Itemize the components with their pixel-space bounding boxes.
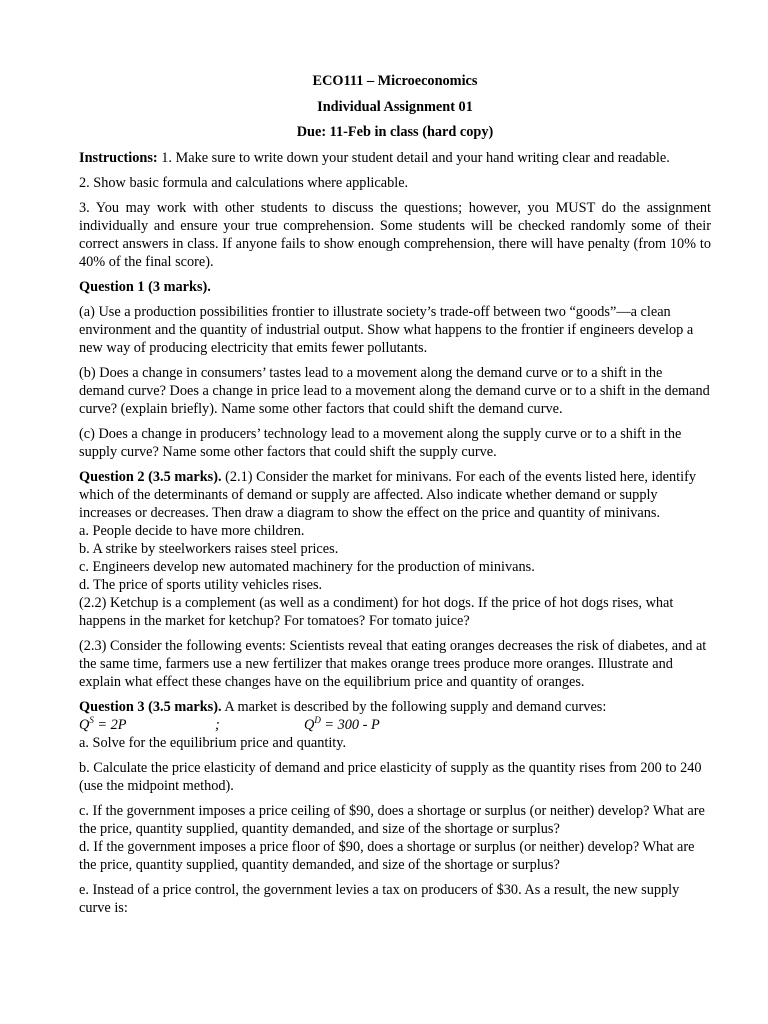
question-2-heading: Question 2 (3.5 marks). <box>79 468 222 485</box>
question-2-item-c: c. Engineers develop new automated machinery for the production of minivans. <box>79 558 535 575</box>
instructions-label: Instructions: <box>79 149 158 166</box>
question-3e: e. Instead of a price control, the government levies a tax on producers of $30. As a result, the new supply curve is: <box>79 881 680 916</box>
document-page <box>79 72 711 924</box>
question-2-2: (2.2) Ketchup is a complement (as well as a condiment) for hot dogs. If the price of hot dogs rises, what happens in the market for ketchup? For tomatoes? For tomato juice? <box>79 594 674 629</box>
equation-separator: ; <box>215 716 220 733</box>
instruction-1-text: 1. Make sure to write down your student detail and your hand writing clear and readable. <box>157 149 670 166</box>
question-3-block <box>79 698 711 752</box>
instruction-2: 2. Show basic formula and calculations where applicable. <box>79 174 409 191</box>
instruction-3: 3. You may work with other students to discuss the questions; however, you MUST do the assignment individually and ensure your true comprehension. Some students will be checked randomly some of their correct answers in class. If anyone fails to show enough comprehension, there will have penalty (from 10% to 40% of the final score). <box>79 199 711 270</box>
question-3c: c. If the government imposes a price ceiling of $90, does a shortage or surplus (or neither) develop? What are the price, quantity supplied, quantity demanded, and size of the shortage or surplus? <box>79 802 705 837</box>
question-1c: (c) Does a change in producers’ technology lead to a movement along the supply curve or to a shift in the supply curve? Name some other factors that could shift the supply curve. <box>79 425 682 460</box>
question-2-3: (2.3) Consider the following events: Scientists reveal that eating oranges decreases the risk of diabetes, and at the same time, farmers use a new fertilizer that makes orange trees produce more oranges. Illustrate and explain what effect these changes have on the equilibrium price and quantity of oranges. <box>79 637 707 690</box>
question-2-intro-text: (2.1) Consider the market for minivans. For each of the events listed here, identify which of the determinants of demand or supply are affected. Also indicate whether demand or supply increases or decreases. Then draw a diagram to show the effect on the price and quantity of minivans. <box>79 468 697 521</box>
question-2-intro <box>79 468 711 522</box>
question-2-item-b: b. A strike by steelworkers raises steel prices. <box>79 540 339 557</box>
question-1-heading: Question 1 (3 marks). <box>79 278 211 295</box>
due-date: Due: 11-Feb in class (hard copy) <box>296 124 494 140</box>
question-2-item-a: a. People decide to have more children. <box>79 522 305 539</box>
question-3-intro-text: A market is described by the following supply and demand curves: <box>221 698 607 715</box>
equations-line <box>79 716 711 734</box>
demand-rest: = 300 - P <box>320 716 380 733</box>
question-3-intro <box>79 698 711 716</box>
supply-superscript: S <box>89 714 94 725</box>
assignment-title: Individual Assignment 01 <box>317 98 473 115</box>
course-title: ECO111 – Microeconomics <box>312 73 478 89</box>
question-3a: a. Solve for the equilibrium price and quantity. <box>79 734 347 751</box>
question-1a: (a) Use a production possibilities frontier to illustrate society’s trade-off between two “goods”—a clean environment and the quantity of industrial output. Show what happens to the frontier if engineers develop a new way of producing electricity that emits fewer pollutants. <box>79 303 694 356</box>
question-2-item-d: d. The price of sports utility vehicles rises. <box>79 576 323 593</box>
demand-equation <box>304 714 380 733</box>
supply-rest: = 2P <box>93 716 127 733</box>
question-1b: (b) Does a change in consumers’ tastes lead to a movement along the demand curve or to a shift in the demand curve? Does a change in price lead to a movement along the demand curve or to a shift in the demand curve? (explain briefly). Name some other factors that could shift the demand curve. <box>79 364 710 417</box>
question-3-heading: Question 3 (3.5 marks). <box>79 698 222 715</box>
supply-equation <box>79 716 215 734</box>
question-3b: b. Calculate the price elasticity of demand and price elasticity of supply as the quantity rises from 200 to 240 (use the midpoint method). <box>79 759 702 794</box>
demand-superscript: D <box>314 714 321 725</box>
question-2-block <box>79 468 711 630</box>
question-1-title <box>79 278 711 296</box>
demand-q: Q <box>304 716 315 733</box>
question-3d: d. If the government imposes a price floor of $90, does a shortage or surplus (or neither) develop? What are the price, quantity supplied, quantity demanded, and size of the shortage or surplus? <box>79 838 695 873</box>
question-3cd-block <box>79 802 711 874</box>
instruction-1 <box>79 149 711 167</box>
supply-q: Q <box>79 716 90 733</box>
